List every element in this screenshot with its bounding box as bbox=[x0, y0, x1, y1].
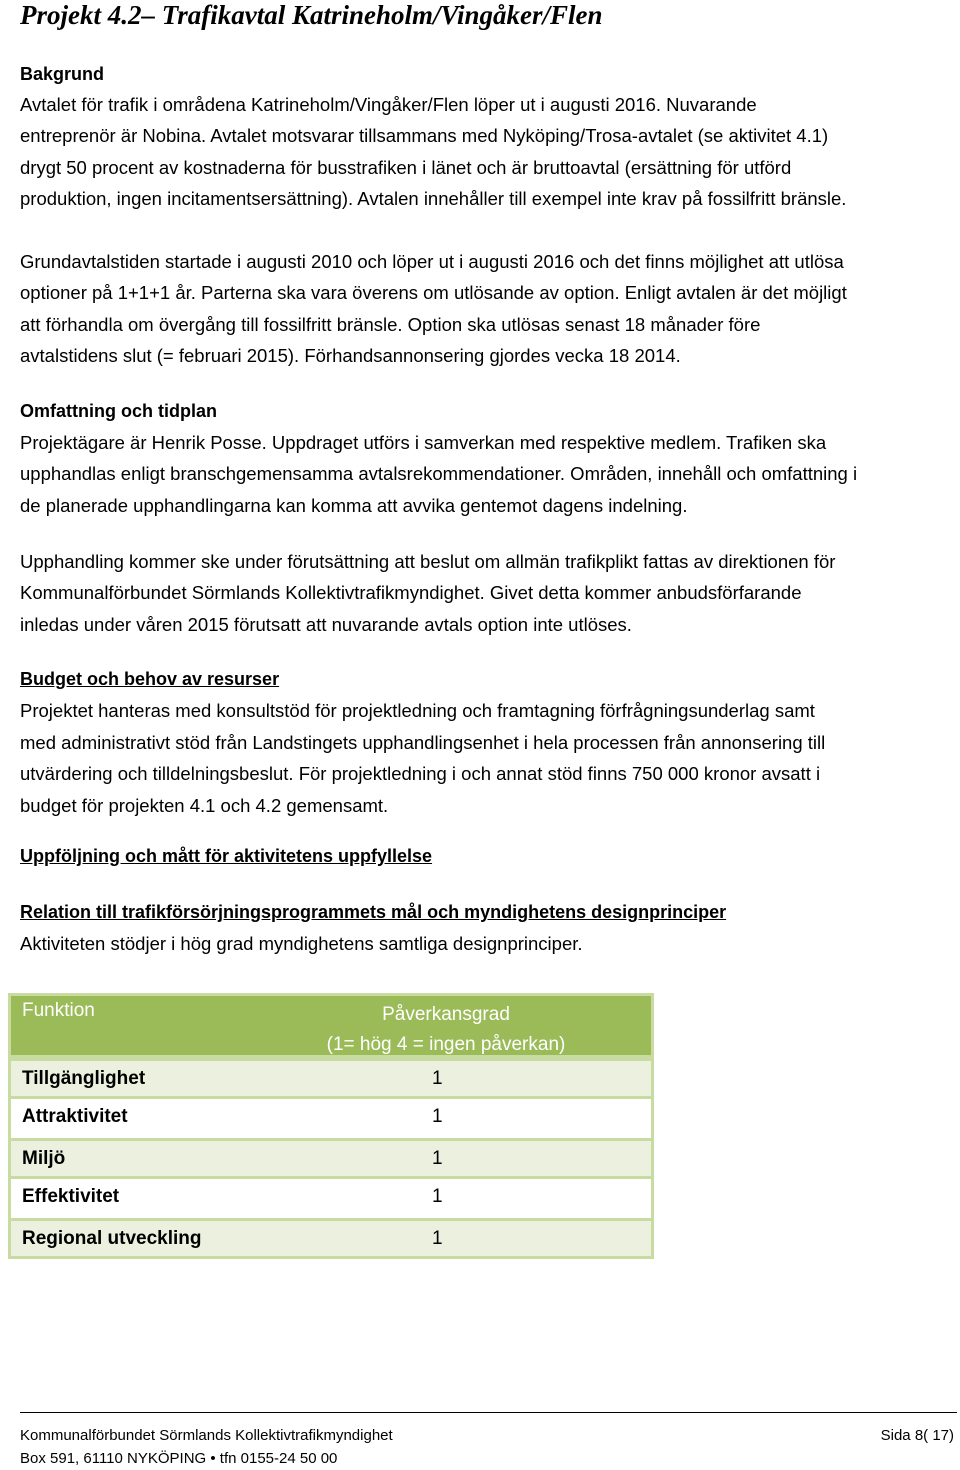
paragraph-line: produktion, ingen incitamentsersättning). Avtalen innehåller till exempel inte krav på fossilfritt bränsle. bbox=[20, 188, 847, 209]
table-cell-label: Miljö bbox=[22, 1148, 66, 1169]
page-title: Projekt 4.2– Trafikavtal Katrineholm/Vingåker/Flen bbox=[20, 0, 603, 30]
table-row bbox=[8, 1138, 654, 1179]
paragraph-line: med administrativt stöd från Landstingets upphandlingsenhet i hela processen från annonsering till bbox=[20, 732, 826, 753]
table-row bbox=[8, 1099, 654, 1139]
paragraph-line: upphandlas enligt branschgemensamma avtalsrekommendationer. Områden, innehåll och omfattning i bbox=[20, 463, 858, 484]
heading-relation: Relation till trafikförsörjningsprogrammets mål och myndighetens designprinciper bbox=[20, 902, 727, 922]
paragraph-line: Aktiviteten stödjer i hög grad myndighetens samtliga designprinciper. bbox=[20, 933, 583, 954]
table-cell-value: 1 bbox=[432, 1106, 443, 1127]
heading-bakgrund: Bakgrund bbox=[20, 64, 105, 84]
footer-divider bbox=[20, 1412, 957, 1413]
paragraph-line: optioner på 1+1+1 år. Parterna ska vara överens om utlösande av option. Enligt avtalen är det möjligt bbox=[20, 282, 847, 303]
table-header-paverkansgrad-line1: Påverkansgrad bbox=[382, 1004, 510, 1025]
footer-org: Kommunalförbundet Sörmlands Kollektivtrafikmyndighet bbox=[20, 1427, 393, 1444]
table-cell-label: Effektivitet bbox=[22, 1186, 120, 1207]
footer-page-number: Sida 8( 17) bbox=[880, 1427, 954, 1444]
paragraph-line: Kommunalförbundet Sörmlands Kollektivtrafikmyndighet. Givet detta kommer anbudsförfarande bbox=[20, 582, 802, 603]
table-cell-value: 1 bbox=[432, 1068, 443, 1089]
table-cell-value: 1 bbox=[432, 1148, 443, 1169]
paragraph-line: utvärdering och tilldelningsbeslut. För projektledning i och annat stöd finns 750 000 kronor avsatt i bbox=[20, 763, 821, 784]
paragraph-line: entreprenör är Nobina. Avtalet motsvarar tillsammans med Nyköping/Trosa-avtalet (se aktivitet 4.1) bbox=[20, 125, 829, 146]
table-row bbox=[8, 1058, 654, 1099]
paragraph-line: Projektet hanteras med konsultstöd för projektledning och framtagning förfrågningsunderlag samt bbox=[20, 700, 815, 721]
table-cell-label: Regional utveckling bbox=[22, 1228, 202, 1249]
table-row bbox=[8, 1218, 654, 1259]
paragraph-line: avtalstidens slut (= februari 2015). Förhandsannonsering gjordes vecka 18 2014. bbox=[20, 345, 681, 366]
table-header-paverkansgrad bbox=[311, 1000, 581, 1060]
footer-address: Box 591, 61110 NYKÖPING • tfn 0155-24 50 00 bbox=[20, 1450, 338, 1467]
paragraph-line: budget för projekten 4.1 och 4.2 gemensamt. bbox=[20, 795, 389, 816]
heading-omfattning: Omfattning och tidplan bbox=[20, 401, 217, 421]
table-header-funktion: Funktion bbox=[22, 1000, 95, 1021]
paragraph-line: att förhandla om övergång till fossilfritt bränsle. Option ska utlösas senast 18 månader före bbox=[20, 314, 761, 335]
paragraph-line: drygt 50 procent av kostnaderna för busstrafiken i länet och är bruttoavtal (ersättning för utförd bbox=[20, 157, 792, 178]
paragraph-line: inledas under våren 2015 förutsatt att nuvarande avtals option inte utlöses. bbox=[20, 614, 632, 635]
heading-budget: Budget och behov av resurser bbox=[20, 669, 280, 689]
paragraph-line: Grundavtalstiden startade i augusti 2010 och löper ut i augusti 2016 och det finns möjlighet att utlösa bbox=[20, 251, 844, 272]
heading-uppfoljning: Uppföljning och mått för aktivitetens uppfyllelse bbox=[20, 846, 433, 866]
table-cell-value: 1 bbox=[432, 1228, 443, 1249]
paragraph-line: Projektägare är Henrik Posse. Uppdraget utförs i samverkan med respektive medlem. Trafiken ska bbox=[20, 432, 827, 453]
table-cell-label: Attraktivitet bbox=[22, 1106, 128, 1127]
paragraph-line: de planerade upphandlingarna kan komma att avvika gentemot dagens indelning. bbox=[20, 495, 688, 516]
table-header-paverkansgrad-line2: (1= hög 4 = ingen påverkan) bbox=[326, 1034, 566, 1055]
paragraph-line: Avtalet för trafik i områdena Katrineholm/Vingåker/Flen löper ut i augusti 2016. Nuvarande bbox=[20, 94, 757, 115]
table-header-row bbox=[8, 993, 654, 1058]
table-cell-value: 1 bbox=[432, 1186, 443, 1207]
table-cell-label: Tillgänglighet bbox=[22, 1068, 146, 1089]
paragraph-line: Upphandling kommer ske under förutsättning att beslut om allmän trafikplikt fattas av direktionen för bbox=[20, 551, 836, 572]
table-row bbox=[8, 1179, 654, 1219]
